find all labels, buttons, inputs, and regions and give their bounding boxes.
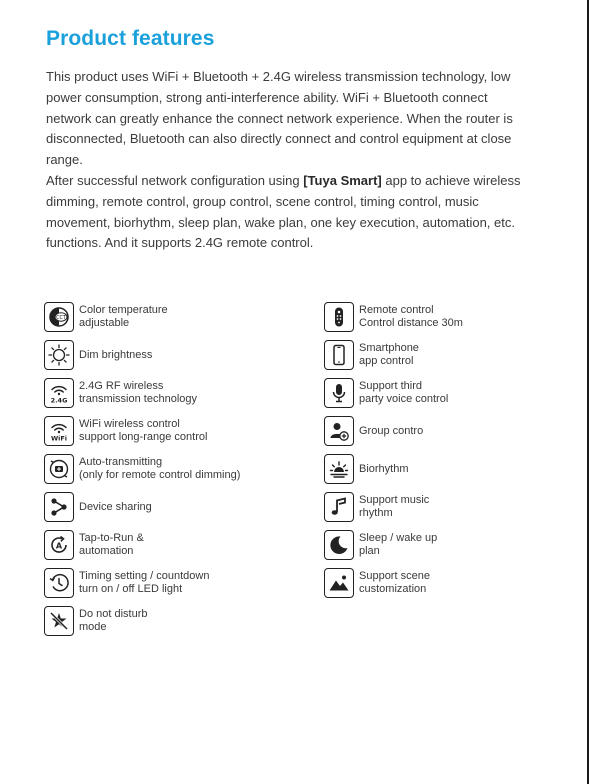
feature-sublabel: automation bbox=[79, 545, 134, 557]
feature-sublabel: (only for remote control dimming) bbox=[79, 469, 241, 481]
feature-auto-transmitting bbox=[44, 453, 240, 485]
feature-sublabel: adjustable bbox=[79, 317, 130, 329]
svg-text:2.4G: 2.4G bbox=[50, 396, 68, 405]
feature-label: Remote control bbox=[359, 304, 434, 316]
feature-smartphone bbox=[324, 339, 419, 371]
feature-music-rhythm bbox=[324, 491, 429, 523]
feature-label: Auto-transmitting bbox=[79, 456, 163, 468]
feature-sublabel: support long-range control bbox=[79, 431, 208, 443]
tap-to-run-icon bbox=[44, 530, 74, 560]
feature-label: Biorhythm bbox=[359, 462, 409, 475]
group-icon bbox=[324, 416, 354, 446]
app-name: [Tuya Smart] bbox=[303, 172, 382, 188]
feature-remote-control bbox=[324, 301, 463, 333]
intro-paragraph-1: This product uses WiFi + Bluetooth + 2.4G wireless transmission technology, low power consumption, strong anti-interference ability. WiFi + Bluetooth connect network can greatly enhance the connect network experience. When the router is disconnected, Bluetooth can also directly connect and control equipment at close range. bbox=[46, 69, 513, 168]
svg-text:CCT: CCT bbox=[56, 315, 66, 321]
feature-sublabel: turn on / off LED light bbox=[79, 583, 183, 595]
feature-label: Group contro bbox=[359, 424, 424, 437]
sun-brightness-icon bbox=[44, 340, 74, 370]
feature-sublabel: customization bbox=[359, 583, 427, 595]
feature-group-control bbox=[324, 415, 423, 447]
timer-icon bbox=[44, 568, 74, 598]
feature-label: Support music bbox=[359, 494, 430, 506]
feature-do-not-disturb bbox=[44, 605, 147, 637]
feature-label: Sleep / wake up bbox=[359, 532, 438, 544]
feature-color-temperature bbox=[44, 301, 168, 333]
feature-label: Support third bbox=[359, 380, 422, 392]
feature-label: Smartphone bbox=[359, 342, 419, 354]
feature-tap-to-run bbox=[44, 529, 144, 561]
feature-rf-wireless bbox=[44, 377, 197, 409]
feature-label: Tap-to-Run & bbox=[79, 532, 144, 544]
feature-sublabel: Control distance 30m bbox=[359, 317, 463, 329]
scene-mountain-icon bbox=[324, 568, 354, 598]
feature-dim-brightness bbox=[44, 339, 152, 371]
intro-paragraph-2: After successful network configuration using [Tuya Smart] app to achieve wireless dimming, remote control, group control, scene control, timing control, music movement, biorhythm, sleep plan, wake plan, one key execution, automation, etc. functions. And it supports 2.4G remote control. bbox=[46, 172, 521, 251]
feature-label: Dim brightness bbox=[79, 348, 153, 361]
microphone-icon bbox=[324, 378, 354, 408]
wifi-icon bbox=[44, 416, 74, 446]
feature-sublabel: transmission technology bbox=[79, 393, 198, 405]
feature-timing bbox=[44, 567, 209, 599]
feature-label: Do not disturb bbox=[79, 608, 148, 620]
share-icon bbox=[44, 492, 74, 522]
feature-sublabel: app control bbox=[359, 355, 414, 367]
feature-sublabel: party voice control bbox=[359, 393, 449, 405]
feature-label: Device sharing bbox=[79, 500, 152, 513]
feature-sublabel: mode bbox=[79, 621, 107, 633]
remote-control-icon bbox=[324, 302, 354, 332]
feature-label: Timing setting / countdown bbox=[79, 570, 210, 582]
feature-label: Color temperature bbox=[79, 304, 168, 316]
svg-text:WiFi: WiFi bbox=[50, 434, 68, 443]
feature-biorhythm bbox=[324, 453, 409, 485]
intro-text bbox=[46, 67, 536, 254]
page-title: Product features bbox=[46, 27, 215, 50]
music-note-icon bbox=[324, 492, 354, 522]
auto-transmit-icon bbox=[44, 454, 74, 484]
cct-icon bbox=[44, 302, 74, 332]
svg-text:Z: Z bbox=[339, 538, 345, 547]
feature-sublabel: rhythm bbox=[359, 507, 393, 519]
do-not-disturb-icon bbox=[44, 606, 74, 636]
rf-wireless-icon bbox=[44, 378, 74, 408]
feature-label: WiFi wireless control bbox=[79, 418, 180, 430]
svg-text:A: A bbox=[55, 541, 63, 551]
feature-wifi-control bbox=[44, 415, 207, 447]
feature-sleep-wake bbox=[324, 529, 437, 561]
biorhythm-icon bbox=[324, 454, 354, 484]
sleep-moon-icon bbox=[324, 530, 354, 560]
feature-device-sharing bbox=[44, 491, 152, 523]
feature-scene bbox=[324, 567, 430, 599]
feature-label: 2.4G RF wireless bbox=[79, 380, 164, 392]
feature-label: Support scene bbox=[359, 570, 430, 582]
feature-sublabel: plan bbox=[359, 545, 380, 557]
smartphone-icon bbox=[324, 340, 354, 370]
feature-voice-control bbox=[324, 377, 448, 409]
